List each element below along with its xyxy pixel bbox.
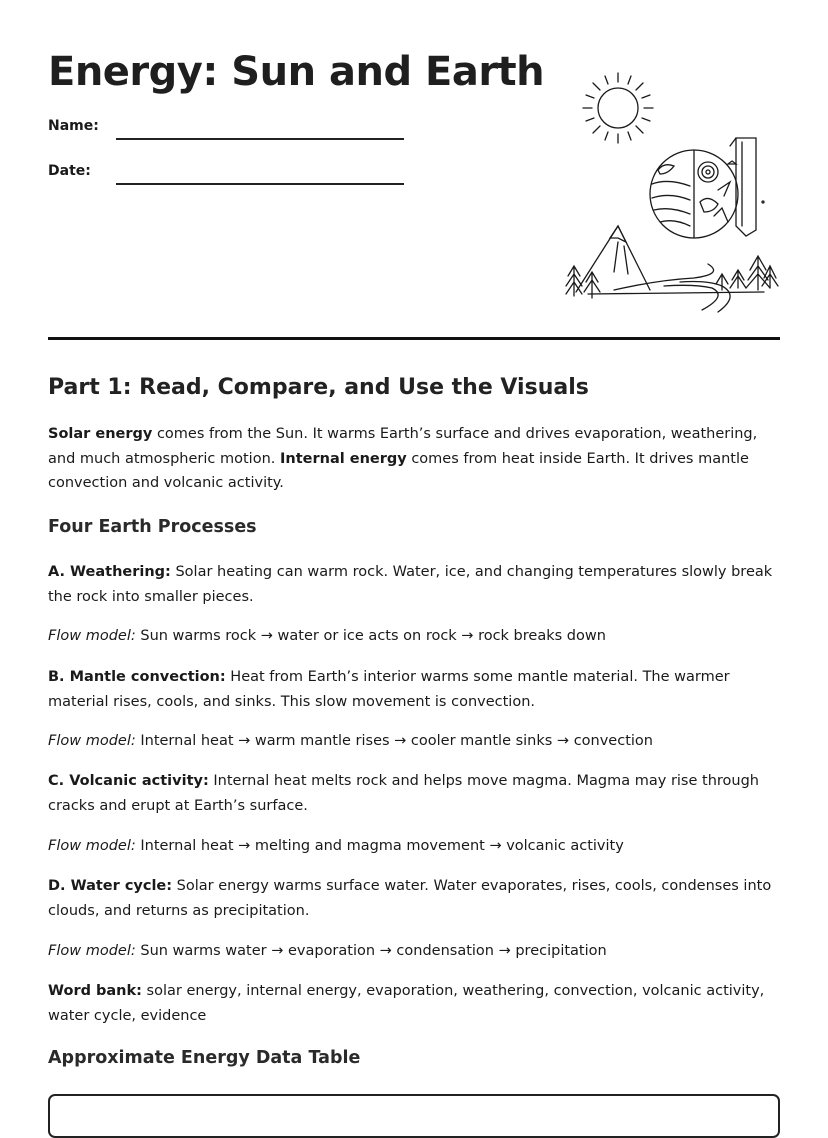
page-title: Energy: Sun and Earth bbox=[48, 49, 545, 95]
header-divider bbox=[48, 337, 780, 340]
word-bank-label: Word bank: bbox=[48, 983, 142, 999]
rising-column-icon bbox=[728, 138, 764, 236]
process-water-cycle bbox=[48, 874, 780, 923]
flow-model-label: Flow model: bbox=[48, 838, 136, 854]
process-weathering bbox=[48, 560, 780, 609]
solar-energy-text: comes from the Sun. It warms Earth’s surface and drives evaporation, weathering, and much atmospheric motion. bbox=[48, 426, 758, 467]
solar-energy-term: Solar energy bbox=[48, 426, 153, 442]
process-text: Solar heating can warm rock. Water, ice, and changing temperatures slowly break the rock into smaller pieces. bbox=[48, 564, 773, 605]
process-label: B. Mantle convection: bbox=[48, 669, 226, 685]
flow-model-text: Sun warms rock → water or ice acts on rock → rock breaks down bbox=[135, 628, 606, 644]
date-label: Date: bbox=[48, 163, 91, 179]
word-bank bbox=[48, 979, 780, 1028]
part1-heading: Part 1: Read, Compare, and Use the Visuals bbox=[48, 375, 589, 400]
date-input-line[interactable] bbox=[116, 183, 404, 185]
process-label: C. Volcanic activity: bbox=[48, 773, 209, 789]
flow-model-label: Flow model: bbox=[48, 628, 136, 644]
energy-data-table bbox=[48, 1094, 780, 1138]
process-label: D. Water cycle: bbox=[48, 878, 173, 894]
flow-model-text: Sun warms water → evaporation → condensation → precipitation bbox=[135, 943, 607, 959]
intro-paragraph bbox=[48, 422, 780, 496]
flow-model-mantle-convection bbox=[48, 729, 780, 754]
name-label: Name: bbox=[48, 118, 99, 134]
mountain-icon bbox=[576, 226, 650, 292]
flow-model-water-cycle bbox=[48, 939, 780, 964]
process-volcanic-activity bbox=[48, 769, 780, 818]
flow-model-label: Flow model: bbox=[48, 943, 136, 959]
process-label: A. Weathering: bbox=[48, 564, 171, 580]
name-input-line[interactable] bbox=[116, 138, 404, 140]
internal-energy-text: comes from heat inside Earth. It drives mantle convection and volcanic activity. bbox=[48, 450, 749, 491]
flow-model-text: Internal heat → melting and magma movement → volcanic activity bbox=[135, 838, 624, 854]
word-bank-text: solar energy, internal energy, evaporation, weathering, convection, volcanic activity, water cycle, evidence bbox=[48, 983, 765, 1024]
flow-model-text: Internal heat → warm mantle rises → cooler mantle sinks → convection bbox=[135, 733, 653, 749]
flow-model-label: Flow model: bbox=[48, 733, 136, 749]
table-heading: Approximate Energy Data Table bbox=[48, 1048, 361, 1068]
process-text: Internal heat melts rock and helps move magma. Magma may rise through cracks and erupt at Earth’s surface. bbox=[48, 773, 759, 814]
flow-model-weathering bbox=[48, 624, 780, 649]
process-mantle-convection bbox=[48, 665, 780, 714]
earth-globe-icon bbox=[650, 150, 738, 238]
process-text: Heat from Earth’s interior warms some mantle material. The warmer material rises, cools, and sinks. This slow movement is convection. bbox=[48, 669, 730, 710]
sun-earth-illustration bbox=[518, 66, 780, 316]
process-text: Solar energy warms surface water. Water evaporates, rises, cools, condenses into clouds, and returns as precipitation. bbox=[48, 878, 772, 919]
processes-heading: Four Earth Processes bbox=[48, 517, 257, 537]
internal-energy-term: Internal energy bbox=[279, 450, 407, 467]
flow-model-volcanic-activity bbox=[48, 834, 780, 859]
sun-icon bbox=[583, 73, 653, 143]
